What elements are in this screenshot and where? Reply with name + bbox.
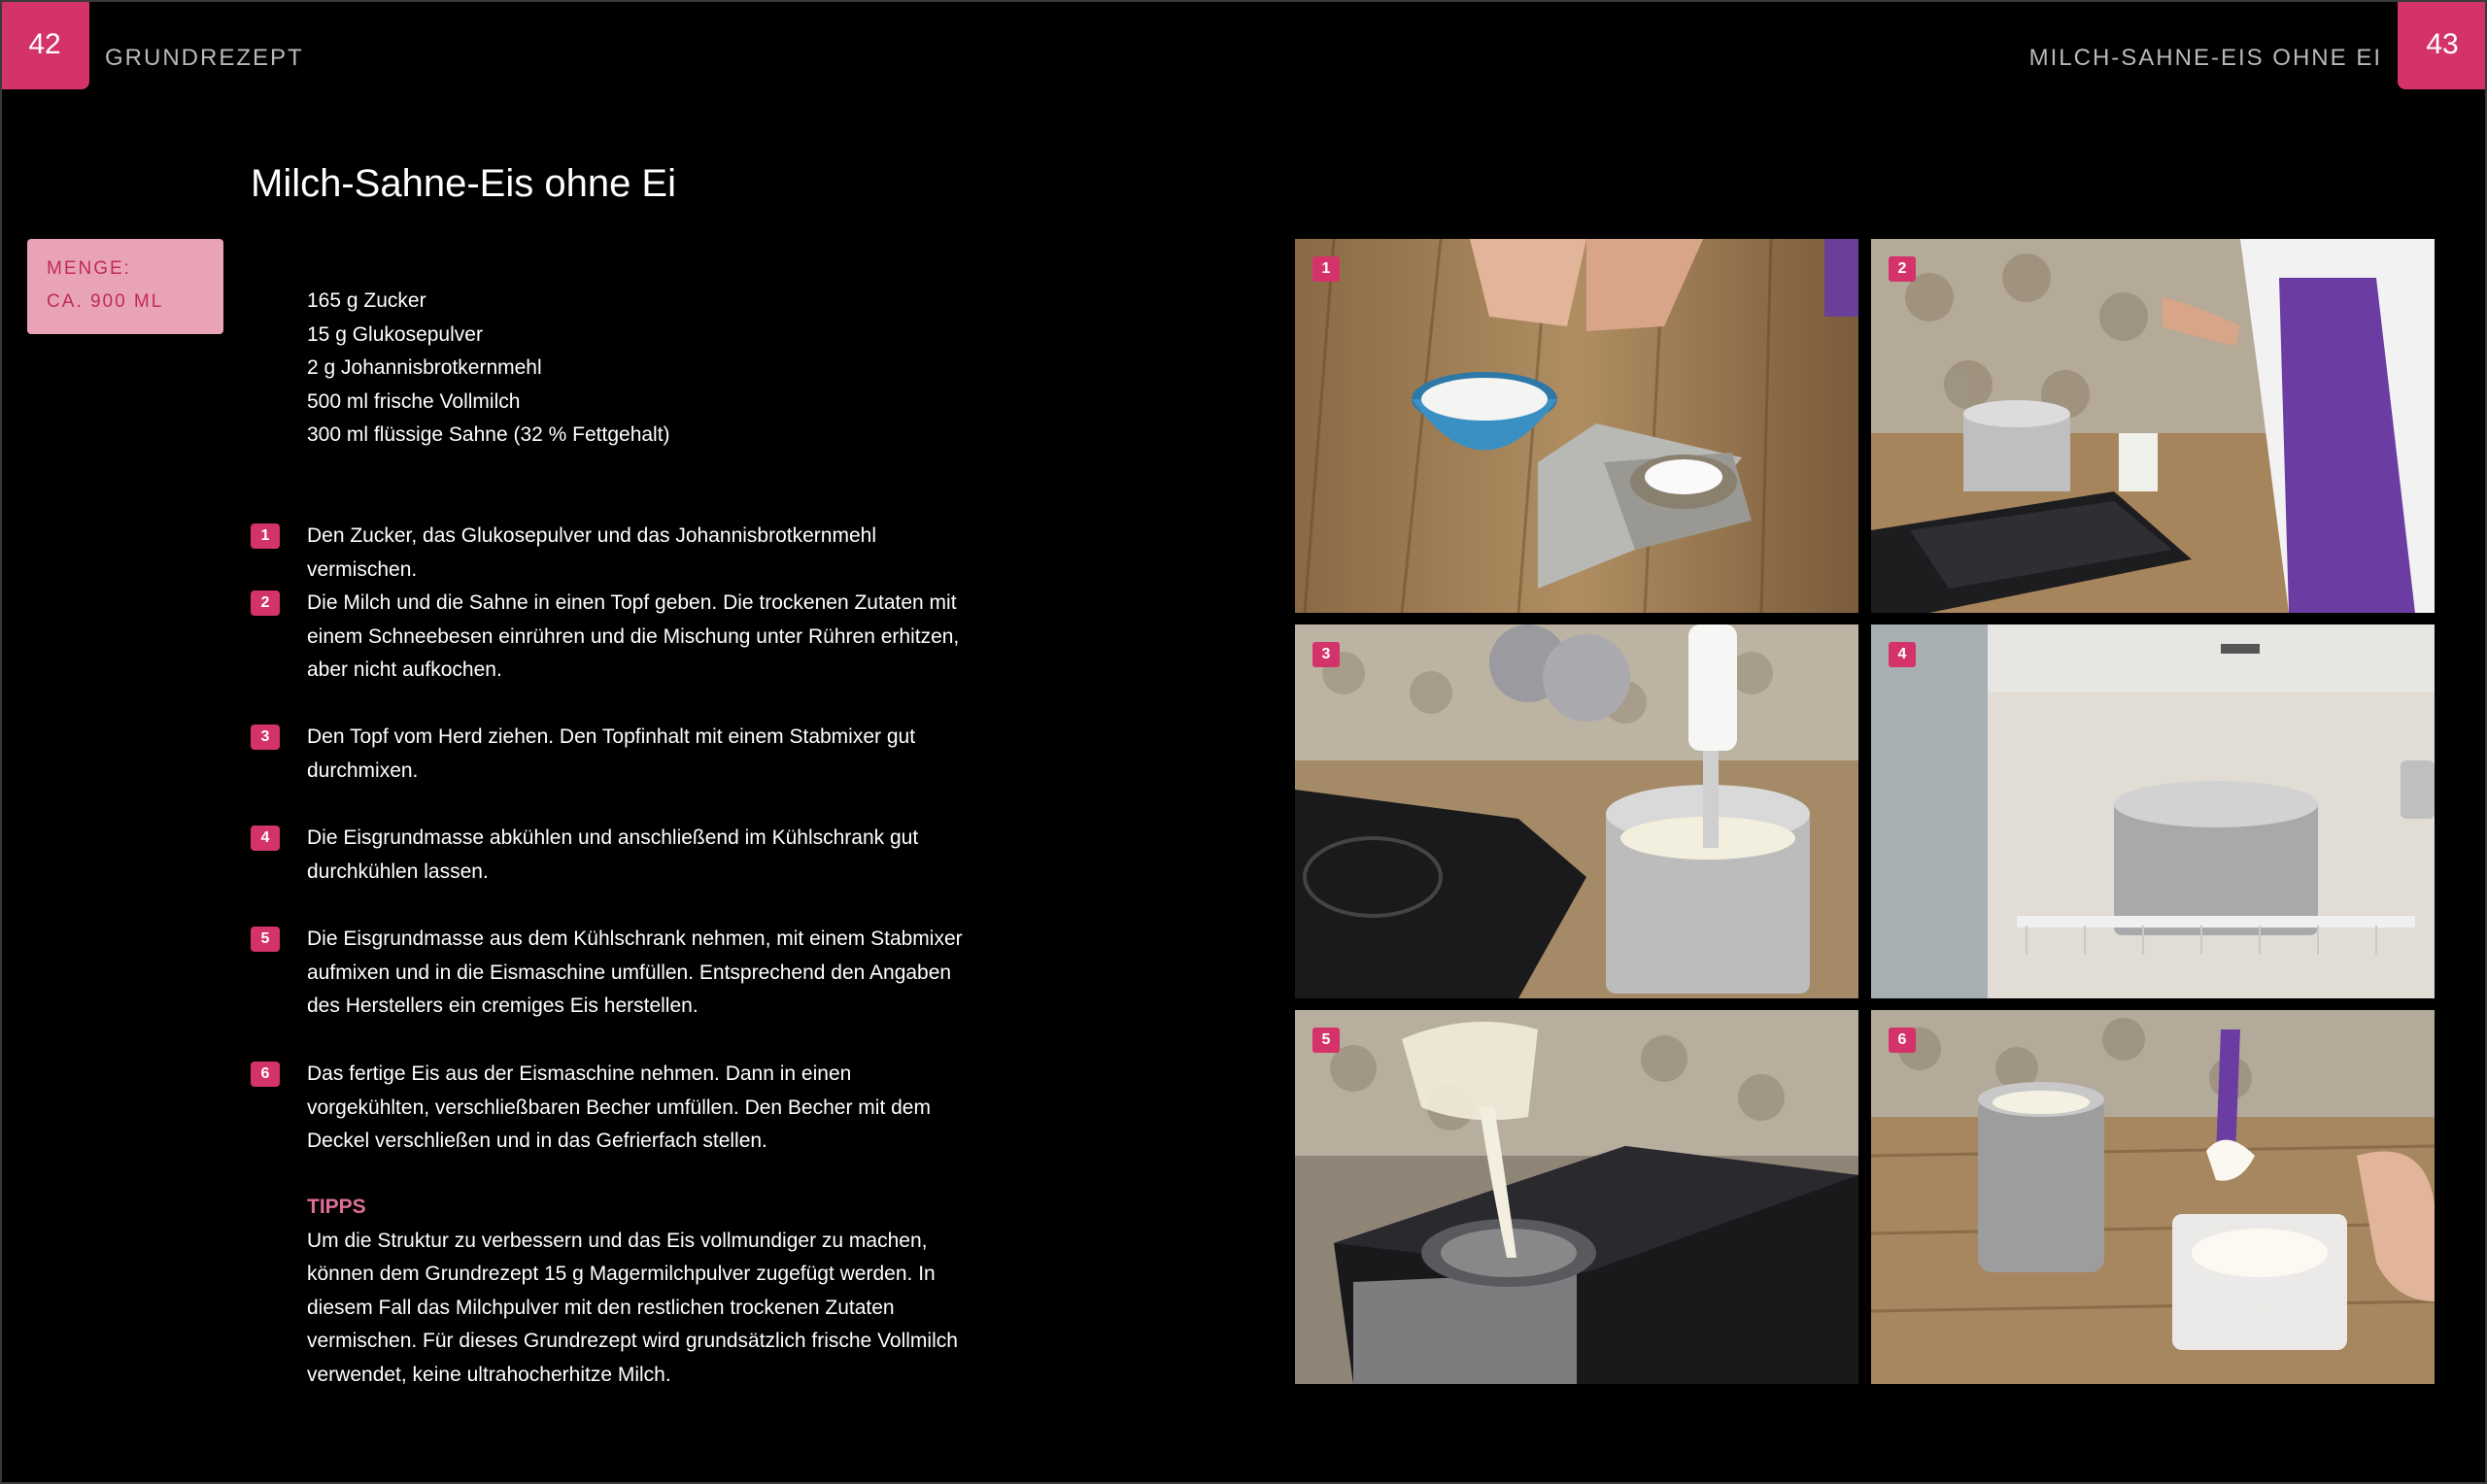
- ingredient-item: 500 ml frische Vollmilch: [307, 389, 521, 413]
- photo-illustration: [1871, 1010, 2435, 1384]
- step-number-badge: 3: [251, 725, 280, 750]
- amount-value: CA. 900 ML: [47, 291, 164, 312]
- step-number-badge: 5: [251, 927, 280, 952]
- photo-step-2: [1871, 239, 2435, 613]
- ingredient-item: 15 g Glukosepulver: [307, 322, 483, 346]
- step-text: Die Eisgrundmasse abkühlen und anschließend im Kühlschrank gut durchkühlen lassen.: [307, 826, 919, 883]
- photo-step-3: [1295, 624, 1858, 998]
- step-number-badge: 6: [251, 1062, 280, 1087]
- photo-illustration: [1295, 1010, 1858, 1384]
- step-text: Das fertige Eis aus der Eismaschine nehmen. Dann in einen vorgekühlten, verschließbaren Becher umfüllen. Den Becher mit dem Deckel verschließen und in das Gefrierfach stellen.: [307, 1062, 931, 1152]
- step-text: Den Zucker, das Glukosepulver und das Johannisbrotkernmehl vermischen.: [307, 524, 876, 581]
- photo-number-badge: 5: [1312, 1028, 1340, 1053]
- recipe-title: Milch-Sahne-Eis ohne Ei: [251, 161, 676, 205]
- ingredients-list: [307, 285, 670, 453]
- photo-illustration: [1295, 239, 1858, 613]
- photo-illustration: [1871, 239, 2435, 613]
- right-running-head: MILCH-SAHNE-EIS OHNE EI: [2028, 45, 2382, 71]
- photo-number-badge: 1: [1312, 256, 1340, 282]
- left-page-number: 42: [0, 0, 89, 89]
- ingredient-item: 2 g Johannisbrotkernmehl: [307, 356, 542, 379]
- amount-label: MENGE:: [47, 258, 131, 279]
- ingredient-item: 300 ml flüssige Sahne (32 % Fettgehalt): [307, 423, 670, 446]
- photo-step-4: [1871, 624, 2435, 998]
- photo-step-6: [1871, 1010, 2435, 1384]
- photo-number-badge: 6: [1889, 1028, 1916, 1053]
- photo-step-1: [1295, 239, 1858, 613]
- photo-number-badge: 2: [1889, 256, 1916, 282]
- photo-step-5: [1295, 1010, 1858, 1384]
- step-text: Den Topf vom Herd ziehen. Den Topfinhalt mit einem Stabmixer gut durchmixen.: [307, 725, 916, 782]
- left-running-head: GRUNDREZEPT: [105, 45, 304, 71]
- step-number-badge: 1: [251, 523, 280, 549]
- tips-section: [307, 1191, 987, 1392]
- step-text: Die Eisgrundmasse aus dem Kühlschrank nehmen, mit einem Stabmixer aufmixen und in die Eismaschine umfüllen. Entsprechend den Angaben des Herstellers ein cremiges Eis herstellen.: [307, 928, 963, 1017]
- photo-number-badge: 4: [1889, 642, 1916, 667]
- step-text: Die Milch und die Sahne in einen Topf geben. Die trockenen Zutaten mit einem Schneebesen einrühren und die Mischung unter Rühren erhitzen, aber nicht aufkochen.: [307, 591, 960, 681]
- photo-illustration: [1295, 624, 1858, 998]
- amount-box: [27, 239, 223, 334]
- step-number-badge: 2: [251, 590, 280, 616]
- tips-text: Um die Struktur zu verbessern und das Eis vollmundiger zu machen, können dem Grundrezept 15 g Magermilchpulver zugefügt werden. In diesem Fall das Milchpulver mit den restlichen trockenen Zutaten vermischen. Für dieses Grundrezept wird grundsätzlich frische Vollmilch verwendet, keine ultrahocherhitze Milch.: [307, 1229, 958, 1386]
- right-page-number: 43: [2398, 0, 2487, 89]
- photo-illustration: [1871, 624, 2435, 998]
- step-number-badge: 4: [251, 826, 280, 851]
- tips-title: TIPPS: [307, 1196, 366, 1218]
- photo-number-badge: 3: [1312, 642, 1340, 667]
- ingredient-item: 165 g Zucker: [307, 289, 426, 312]
